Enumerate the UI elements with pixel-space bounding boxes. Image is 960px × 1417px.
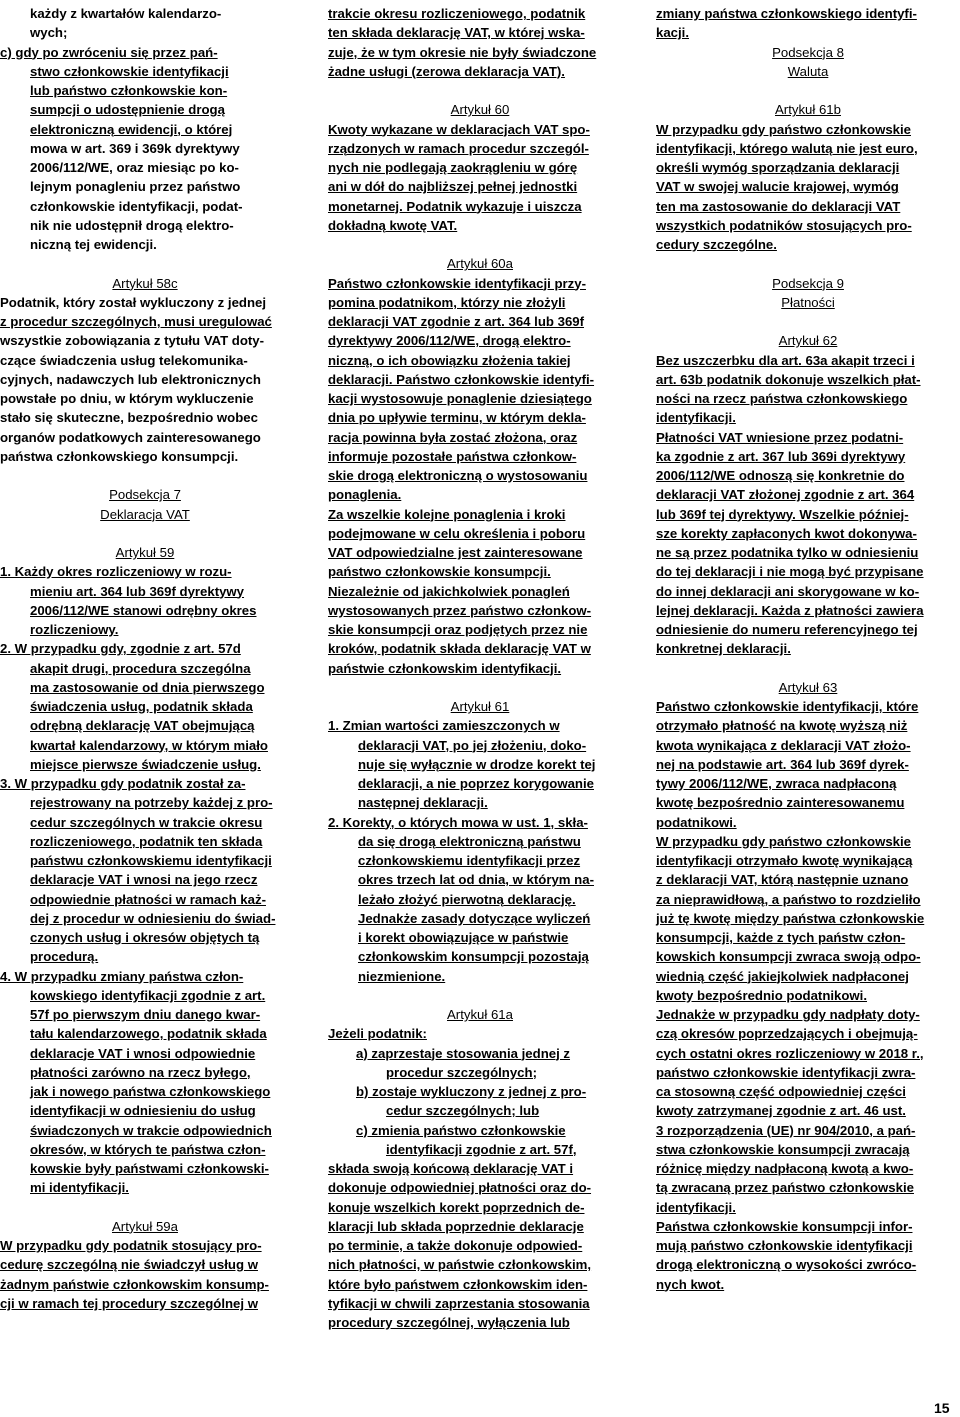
text-line: W przypadku gdy państwo członkowskie [656, 833, 911, 849]
heading: Artykuł 61 [450, 699, 510, 714]
text-line: ten składa deklarację VAT, w której wska- [328, 25, 585, 41]
text-line: nych kwot. [656, 1276, 725, 1292]
heading: Deklaracja VAT [100, 506, 190, 522]
text-line: wystosowanych przez państwo członkow- [328, 602, 592, 618]
text-line: leżało złożyć pierwotną deklarację. [358, 891, 576, 907]
text-line: ca stosowną część odpowiedniej części [656, 1084, 906, 1099]
text-line: dokonuje odpowiedniej płatności oraz do- [328, 1180, 592, 1196]
text-line: członkowskie identyfikacji, podat- [30, 198, 243, 214]
text-line: stało się skuteczne, bezpośrednio wobec [0, 410, 258, 426]
text-line: konkretnej deklaracji. [656, 641, 791, 657]
heading: Artykuł 60a [447, 256, 513, 272]
text-line: świadczonych w trakcie odpowiednich [30, 1122, 272, 1138]
heading: Artykuł 60 [450, 102, 510, 118]
text-line: cedur szczególnych w trakcie okresu [30, 814, 263, 830]
text-line: Państwo członkowskie identyfikacji przy- [328, 275, 586, 291]
text-line: zmiany państwa członkowskiego identyfi- [656, 6, 917, 21]
text-line: drogą elektroniczną o wysokości zwróco- [656, 1257, 917, 1273]
text-line: z procedur szczególnych, musi uregulować [0, 314, 272, 329]
text-line: pomina podatnikom, którzy nie złożyli [328, 294, 566, 310]
text-line: ani w dół do najbliższej pełnej jednostki [328, 179, 578, 195]
text-line: skie konsumpcji oraz podjętych przez nie [328, 622, 588, 637]
text-line: deklaracji. Państwo członkowskie identyfi- [328, 371, 595, 387]
text-line: okres trzech lat od dnia, w którym na- [358, 872, 594, 888]
text-line: stwo członkowskie identyfikacji [30, 63, 229, 79]
text-line [0, 1198, 290, 1217]
text-line [0, 254, 290, 273]
text-line: monetarnej. Podatnik wykazuje i uiszcza [328, 198, 582, 214]
text-line: podejmowane w celu określenia i poboru [328, 525, 586, 541]
text-line: wiednią część jakiejkolwiek nadpłaconej [656, 968, 909, 984]
text-line [656, 659, 960, 678]
text-line: żadnym państwie członkowskim konsump- [0, 1276, 269, 1292]
text-line: kwotę bezpośrednio zainteresowanemu [656, 795, 905, 811]
text-line: kacji. [656, 25, 689, 41]
text-line: dokładną kwotę VAT. [328, 217, 458, 233]
text-line: deklaracji VAT złożonej zgodnie z art. 364 [656, 487, 915, 503]
text-line: VAT w swojej walucie krajowej, wymóg [656, 179, 899, 195]
text-line: rozliczeniowego, podatnik ten składa [30, 833, 263, 849]
text-line: 2006/112/WE odnoszą się konkretnie do [656, 468, 905, 483]
heading: Artykuł 63 [778, 679, 838, 695]
text-line: które było państwem członkowskim iden- [328, 1276, 588, 1292]
text-line: lejnej deklaracji. Każda z płatności zawiera [656, 602, 924, 618]
text-line: tywy 2006/112/WE, zwraca nadpłaconą [656, 776, 897, 791]
text-line: b) zostaje wykluczony z jednej z pro- [356, 1084, 587, 1099]
text-line: cyjnych, nadawczych lub elektronicznych [0, 371, 261, 387]
heading: Podsekcja 9 [772, 275, 844, 291]
text-line: W przypadku gdy podatnik stosujący pro- [0, 1238, 262, 1253]
text-line: cedur szczególnych; lub [386, 1103, 540, 1119]
text-line: Płatności VAT wniesione przez podatni- [656, 429, 904, 445]
text-line: procedurą. [30, 949, 99, 965]
text-line: cedury szczególne. [656, 237, 777, 252]
text-line: niczną, o ich obowiązku złożenia takiej [328, 352, 571, 368]
text-line: elektroniczną ewidencji, o której [30, 121, 233, 137]
text-line: rejestrowany na potrzeby każdej z pro- [30, 795, 273, 811]
text-line: informuje pozostałe państwa członkow- [328, 448, 577, 464]
text-line: 2. W przypadku gdy, zgodnie z art. 57d [0, 641, 241, 657]
text-line: po terminie, a także dokonuje odpowied- [328, 1238, 583, 1253]
text-line: 3. W przypadku gdy podatnik został za- [0, 776, 246, 791]
text-line: dnia po upływie terminu, w którym dekla- [328, 410, 586, 426]
text-line: c) gdy po zwróceniu się przez pań- [0, 44, 218, 60]
text-line [0, 524, 290, 543]
text-line: świadczenia usług, podatnik składa [30, 699, 253, 714]
text-line: członkowskim konsumpcji pozostają [358, 949, 589, 965]
text-line: każdy z kwartałów kalendarzo- [30, 6, 222, 21]
heading: Podsekcja 8 [772, 44, 844, 60]
text-line: identyfikacji w odniesieniu do usług [30, 1103, 256, 1119]
text-line: deklaracji VAT, po jej złożeniu, doko- [358, 737, 587, 753]
text-line: państwo członkowskie konsumpcji. [328, 564, 551, 580]
text-line: 57f po pierwszym dniu danego kwar- [30, 1007, 261, 1022]
text-line: różnicę między nadpłaconą kwotą a kwo- [656, 1161, 914, 1176]
text-line: niezmienione. [358, 968, 446, 984]
text-line: wych; [30, 25, 68, 41]
text-line: Kwoty wykazane w deklaracjach VAT spo- [328, 121, 590, 137]
text-line: nuje się wyłącznie w drodze korekt tej [358, 756, 596, 772]
text-line: nej na podstawie art. 364 lub 369f dyrek- [656, 756, 909, 772]
text-line [656, 254, 960, 273]
text-line: cych ostatni okres rozliczeniowy w 2018 r., [656, 1045, 924, 1061]
text-line: mieniu art. 364 lub 369f dyrektywy [30, 583, 245, 599]
text-line: państwie członkowskim identyfikacji. [328, 660, 562, 676]
text-line: 3 rozporządzenia (UE) nr 904/2010, a pań- [656, 1122, 916, 1138]
text-line: kowskie były państwami członkowski- [30, 1161, 269, 1176]
text-line: Jednakże w przypadku gdy nadpłaty doty- [656, 1007, 920, 1022]
text-line: rządzonych w ramach procedur szczegól- [328, 140, 589, 156]
text-line: jak i nowego państwa członkowskiego [30, 1084, 271, 1099]
text-line: c) zmienia państwo członkowskie [356, 1122, 566, 1138]
text-line: Niezależnie od jakichkolwiek ponagleń [328, 583, 570, 599]
text-line: a) zaprzestaje stosowania jednej z [356, 1045, 571, 1061]
text-line: czące świadczenia usług telekomunika- [0, 352, 248, 368]
text-line: racja powinna była zostać złożona, oraz [328, 429, 578, 445]
text-line: wszystkie zobowiązania z tytułu VAT doty- [0, 333, 265, 349]
text-line: tyfikacji w chwili zaprzestania stosowania [328, 1295, 590, 1311]
text-line: procedur szczególnych; [386, 1064, 537, 1080]
text-line: mi identyfikacji. [30, 1180, 129, 1196]
heading: Płatności [781, 294, 835, 310]
text-line: identyfikacji, którego walutą nie jest euro, [656, 140, 918, 156]
text-line: art. 63b podatnik dokonuje wszelkich płat- [656, 371, 921, 387]
text-line [328, 678, 632, 697]
text-line: ka zgodnie z art. 367 lub 369i dyrektywy [656, 448, 906, 464]
text-line: kowskich konsumpcji zwraca swoją odpo- [656, 949, 921, 965]
text-line: 2. Korekty, o których mowa w ust. 1, skła- [328, 814, 588, 830]
text-line: do tej deklaracji i nie mogą być przypisane [656, 564, 924, 580]
heading: Podsekcja 7 [109, 487, 181, 503]
text-line: do innej deklaracji ani skorygowane w ko- [656, 583, 920, 599]
text-line: zuje, że w tym okresie nie były świadczone [328, 44, 597, 60]
text-line: kwoty zatrzymanej zgodnie z art. 46 ust. [656, 1103, 906, 1119]
text-line: identyfikacji zgodnie z art. 57f, [386, 1141, 577, 1157]
text-line: ten ma zastosowanie do deklaracji VAT [656, 198, 901, 214]
text-line: nich płatności, w państwie członkowskim, [328, 1257, 592, 1273]
text-line: miejsce pierwsze świadczenie usług. [30, 756, 261, 772]
text-line: deklaracje VAT i wnosi na jego rzecz [30, 872, 258, 888]
heading: Artykuł 61a [447, 1007, 513, 1022]
text-line: z deklaracji VAT, którą następnie uznano [656, 872, 909, 888]
text-line: płatności zarówno na rzecz byłego, [30, 1064, 251, 1080]
text-line: państwa członkowskiego konsumpcji. [0, 448, 239, 464]
text-line: odrębną deklarację VAT obejmującą [30, 718, 255, 734]
text-line: kwota wynikająca z deklaracji VAT złożo- [656, 737, 911, 753]
text-line: cedurę szczególną nie świadczył usług w [0, 1257, 258, 1273]
text-line: akapit drugi, procedura szczególna [30, 660, 251, 676]
text-line: Jednakże zasady dotyczące wyliczeń [358, 910, 591, 926]
text-line: już tę kwotę między państwa członkowskie [656, 910, 925, 926]
text-line: Państwo członkowskie identyfikacji, które [656, 699, 919, 714]
text-line: 2006/112/WE stanowi odrębny okres [30, 602, 257, 618]
heading: Artykuł 59a [112, 1218, 178, 1234]
text-line: kacji wystosowuje ponaglenie dziesiątego [328, 391, 592, 406]
text-line: i korekt obowiązujące w państwie [358, 930, 569, 945]
text-line: rozliczeniowy. [30, 622, 119, 637]
text-line: lub państwo członkowskie kon- [30, 83, 228, 98]
text-line: sumpcji o udostępnienie drogą [30, 102, 225, 118]
text-line: żadne usługi (zerowa deklaracja VAT). [328, 63, 565, 79]
text-line: organów podatkowych zainteresowanego [0, 429, 261, 445]
page-number: 15 [934, 1400, 950, 1416]
text-line: państwu członkowskiemu identyfikacji [30, 853, 272, 868]
text-line: W przypadku gdy państwo członkowskie [656, 121, 911, 137]
text-line: Bez uszczerbku dla art. 63a akapit trzeci i [656, 352, 915, 368]
text-line [328, 81, 632, 100]
text-line: VAT odpowiedzialne jest zainteresowane [328, 545, 583, 560]
text-line: konsumpcji, każde z tych państw człon- [656, 930, 906, 945]
text-line: odniesienie do numeru referencyjnego tej [656, 622, 918, 637]
text-line: 1. Każdy okres rozliczeniowy w rozu- [0, 564, 232, 580]
text-line: deklaracje VAT i wnosi odpowiednie [30, 1045, 256, 1061]
text-line: wszystkich podatników stosujących pro- [656, 217, 912, 233]
text-line: za nieprawidłową, a państwo to rozdzieliło [656, 891, 921, 907]
text-line: określi wymóg sporządzania deklaracji [656, 160, 900, 175]
text-line [656, 312, 960, 331]
text-line: kwoty bezpośrednio podatnikowi. [656, 987, 868, 1003]
text-line: Jeżeli podatnik: [328, 1026, 427, 1042]
text-line: identyfikacji otrzymało kwotę wynikającą [656, 853, 913, 868]
text-line: okresów, w których te państwa człon- [30, 1141, 266, 1157]
text-line: skie drogą elektroniczną o wystosowaniu [328, 468, 588, 483]
text-line: Państwa członkowskie konsumpcji infor- [656, 1218, 913, 1234]
text-line: cji w ramach tej procedury szczególnej w [0, 1295, 258, 1311]
text-line: niczną tej ewidencji. [30, 237, 157, 252]
text-line: identyfikacji. [656, 1199, 736, 1215]
text-line: mowa w art. 369 i 369k dyrektywy [30, 140, 240, 156]
text-line: odpowiednie płatności w ramach każ- [30, 891, 266, 907]
text-line: Podatnik, który został wykluczony z jednej [0, 294, 267, 310]
text-line: powstałe po dniu, w którym wykluczenie [0, 391, 254, 406]
heading: Artykuł 62 [778, 333, 838, 349]
heading: Waluta [787, 63, 829, 79]
text-line: identyfikacji. [656, 410, 736, 426]
text-line: podatnikowi. [656, 814, 737, 830]
text-line: sze korekty zapłaconych kwot dokonywa- [656, 525, 917, 541]
text-line: 4. W przypadku zmiany państwa człon- [0, 968, 244, 984]
text-line: tału kalendarzowego, podatnik składa [30, 1026, 267, 1042]
text-line: klaracji lub składa poprzednie deklaracje [328, 1218, 584, 1234]
text-line [0, 466, 290, 485]
heading: Artykuł 58c [112, 275, 178, 291]
text-line: Za wszelkie kolejne ponaglenia i kroki [328, 506, 566, 522]
text-line: stwa członkowskie konsumpcji zwracają [656, 1141, 910, 1157]
text-line: kowskiego identyfikacji zgodnie z art. [30, 987, 266, 1003]
text-line: lejnym ponagleniu przez państwo [30, 179, 241, 195]
text-line: składa swoją końcową deklarację VAT i [328, 1161, 574, 1176]
text-line: dej z procedur w odniesieniu do świad- [30, 910, 276, 926]
text-line: 1. Zmian wartości zamieszczonych w [328, 718, 560, 734]
text-line: kroków, podatnik składa deklarację VAT w [328, 641, 591, 657]
text-line: ponaglenia. [328, 487, 402, 503]
text-line: ne są przez podatnika tylko w odniesieniu [656, 545, 919, 560]
text-line [328, 986, 632, 1005]
text-line: procedury szczególnej, wyłączenia lub [328, 1315, 570, 1330]
text-line: trakcie okresu rozliczeniowego, podatnik [328, 6, 586, 21]
text-line: kwartał kalendarzowy, w którym miało [30, 737, 268, 753]
text-line: ma zastosowanie od dnia pierwszego [30, 679, 265, 695]
heading: Artykuł 59 [115, 545, 175, 560]
text-line: 2006/112/WE, oraz miesiąc po ko- [30, 160, 239, 175]
text-line [328, 235, 632, 254]
text-line: otrzymało płatność na kwotę wyższą niż [656, 718, 908, 734]
text-line: państwo członkowskie identyfikacji zwra- [656, 1064, 916, 1080]
text-line: nik nie udostępnił drogą elektro- [30, 217, 234, 233]
text-line: dyrektywy 2006/112/WE, drogą elektro- [328, 333, 571, 349]
text-line: konuje wszelkich korekt poprzednich de- [328, 1199, 585, 1215]
text-line [656, 81, 960, 100]
text-line: ności na rzecz państwa członkowskiego [656, 391, 908, 406]
text-line: da się drogą elektroniczną państwu [358, 833, 581, 849]
text-line: czonych usług i okresów objętych tą [30, 930, 260, 945]
text-line: deklaracji VAT zgodnie z art. 364 lub 369f [328, 314, 585, 329]
text-line: czą okresów poprzedzających i obejmują- [656, 1026, 918, 1042]
text-line: nych nie podlegają zaokrągleniu w górę [328, 160, 578, 175]
text-line: deklaracji, a nie poprzez korygowanie [358, 776, 594, 791]
text-line: następnej deklaracji. [358, 795, 488, 811]
text-line: członkowskiemu identyfikacji przez [358, 853, 581, 868]
text-line: mują państwo członkowskie identyfikacji [656, 1238, 913, 1253]
text-line: lub 369f tej dyrektywy. Wszelkie później- [656, 506, 909, 522]
text-line: tą zwracaną przez państwo członkowskie [656, 1180, 914, 1196]
heading: Artykuł 61b [775, 102, 841, 118]
